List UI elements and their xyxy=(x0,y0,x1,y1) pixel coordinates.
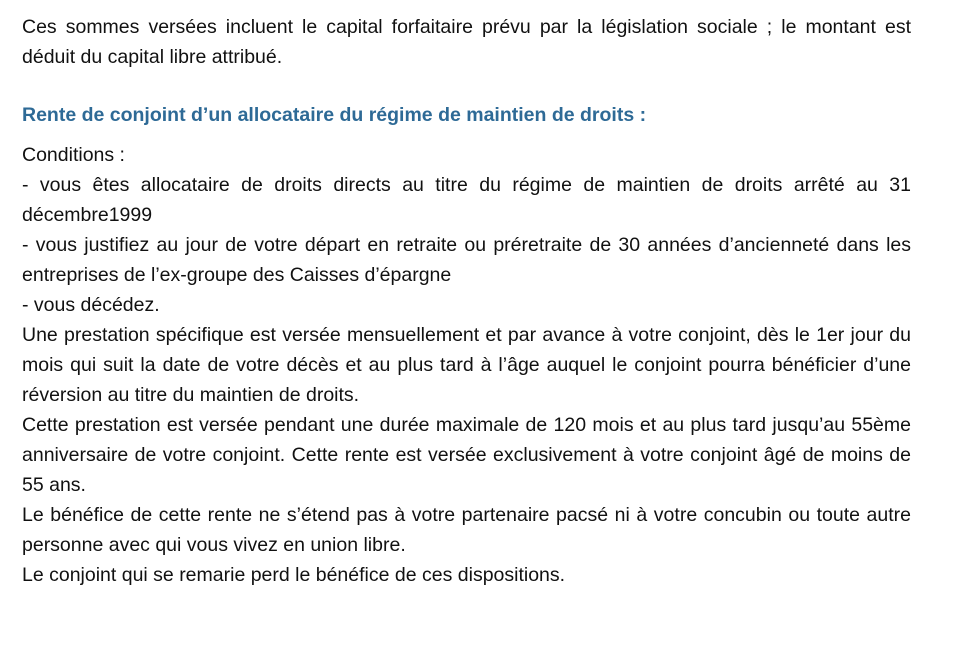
body-paragraph: Le conjoint qui se remarie perd le bénéfice de ces dispositions. xyxy=(22,564,566,586)
section-heading: Rente de conjoint d’un allocataire du régime de maintien de droits : xyxy=(22,104,647,126)
condition-item: - vous justifiez au jour de votre départ en retraite ou préretraite de 30 années d’ancienneté dans les entreprises de l’ex-groupe des Caisses d’épargne xyxy=(22,234,911,286)
body-paragraph: Une prestation spécifique est versée mensuellement et par avance à votre conjoint, dès le 1er jour du mois qui suit la date de votre décès et au plus tard à l’âge auquel le conjoint pourra bénéficier d’une réversion au titre du maintien de droits. xyxy=(22,324,911,406)
condition-item: - vous décédez. xyxy=(22,294,160,316)
conditions-label: Conditions : xyxy=(22,144,125,166)
intro-paragraph: Ces sommes versées incluent le capital forfaitaire prévu par la législation sociale ; le montant est déduit du capital libre attribué. xyxy=(22,16,911,68)
body-paragraph: Cette prestation est versée pendant une durée maximale de 120 mois et au plus tard jusqu’au 55ème anniversaire de votre conjoint. Cette rente est versée exclusivement à votre conjoint âgé de moins de 55 ans. xyxy=(22,414,911,496)
document-body xyxy=(22,12,911,590)
body-paragraph: Le bénéfice de cette rente ne s’étend pas à votre partenaire pacsé ni à votre concubin ou toute autre personne avec qui vous vivez en union libre. xyxy=(22,504,911,556)
spacer xyxy=(22,130,911,140)
condition-item: - vous êtes allocataire de droits directs au titre du régime de maintien de droits arrêté au 31 décembre1999 xyxy=(22,174,911,226)
spacer xyxy=(22,72,911,100)
